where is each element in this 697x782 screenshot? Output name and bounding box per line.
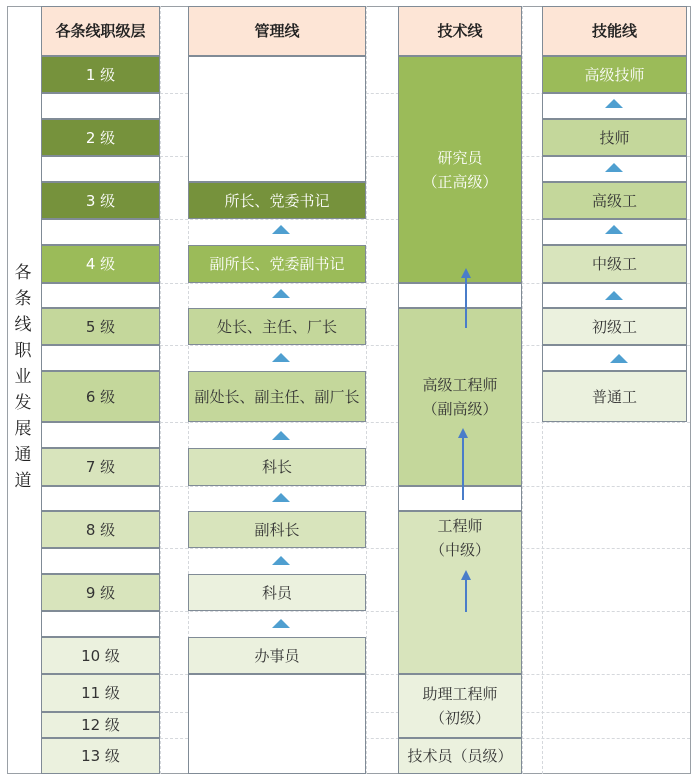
up-triangle-icon xyxy=(605,163,623,172)
level-spacer xyxy=(41,422,160,448)
grid-line xyxy=(522,6,523,774)
management-empty-cell xyxy=(188,56,366,182)
technical-title: 助理工程师 xyxy=(422,685,498,703)
level-spacer xyxy=(41,219,160,245)
sidebar-title-char: 通 xyxy=(14,445,32,465)
level-cell: 6 级 xyxy=(41,371,160,422)
technical-sub: （初级） xyxy=(429,709,490,727)
level-cell: 7 级 xyxy=(41,448,160,486)
up-arrow-icon xyxy=(461,268,471,278)
technical-cell xyxy=(398,738,522,774)
header-technical: 技术线 xyxy=(398,6,522,56)
level-cell: 2 级 xyxy=(41,119,160,156)
skill-cell: 初级工 xyxy=(542,308,687,345)
technical-title: 高级工程师 xyxy=(422,376,498,394)
up-triangle-icon xyxy=(272,353,290,362)
header-skill: 技能线 xyxy=(542,6,687,56)
up-triangle-icon xyxy=(605,291,623,300)
up-triangle-icon xyxy=(272,493,290,502)
level-spacer xyxy=(41,156,160,182)
skill-cell: 高级技师 xyxy=(542,56,687,93)
skill-cell: 普通工 xyxy=(542,371,687,422)
management-cell: 处长、主任、厂长 xyxy=(188,308,366,345)
up-triangle-icon xyxy=(272,619,290,628)
up-triangle-icon xyxy=(272,225,290,234)
technical-cell xyxy=(398,308,522,486)
management-cell: 副所长、党委副书记 xyxy=(188,245,366,283)
up-arrow-icon xyxy=(462,438,464,500)
technical-spacer xyxy=(398,283,522,308)
level-spacer xyxy=(41,486,160,511)
sidebar-title-char: 发 xyxy=(14,393,32,413)
sidebar-title-char: 条 xyxy=(14,289,32,309)
technical-cell xyxy=(398,56,522,283)
technical-title: 技术员（员级） xyxy=(407,747,513,765)
level-cell: 11 级 xyxy=(41,674,160,712)
up-triangle-icon xyxy=(605,225,623,234)
skill-cell: 技师 xyxy=(542,119,687,156)
sidebar-title-char: 各 xyxy=(14,263,32,283)
level-cell: 5 级 xyxy=(41,308,160,345)
level-spacer xyxy=(41,345,160,371)
up-triangle-icon xyxy=(272,431,290,440)
header-level: 各条线职级层 xyxy=(41,6,160,56)
level-spacer xyxy=(41,548,160,574)
sidebar-title-char: 展 xyxy=(14,419,32,439)
level-cell: 13 级 xyxy=(41,738,160,774)
level-spacer xyxy=(41,611,160,637)
level-spacer xyxy=(41,93,160,119)
technical-sub: （正高级） xyxy=(422,172,498,191)
technical-cell xyxy=(398,511,522,674)
sidebar-title xyxy=(10,260,36,494)
up-arrow-icon xyxy=(465,278,467,328)
management-cell: 所长、党委书记 xyxy=(188,182,366,219)
technical-title: 研究员 xyxy=(437,148,483,167)
management-cell: 科长 xyxy=(188,448,366,486)
sidebar-title-char: 职 xyxy=(14,341,32,361)
level-cell: 3 级 xyxy=(41,182,160,219)
technical-spacer xyxy=(398,486,522,511)
level-cell: 4 级 xyxy=(41,245,160,283)
level-cell: 8 级 xyxy=(41,511,160,548)
level-cell: 1 级 xyxy=(41,56,160,93)
header-management: 管理线 xyxy=(188,6,366,56)
up-triangle-icon xyxy=(610,354,628,363)
management-empty-cell xyxy=(188,674,366,774)
level-cell: 12 级 xyxy=(41,712,160,738)
management-cell: 科员 xyxy=(188,574,366,611)
up-triangle-icon xyxy=(272,556,290,565)
management-cell: 副处长、副主任、副厂长 xyxy=(188,371,366,422)
level-cell: 10 级 xyxy=(41,637,160,674)
technical-title: 工程师 xyxy=(437,517,483,535)
technical-sub: （副高级） xyxy=(422,400,498,418)
up-arrow-icon xyxy=(461,570,471,580)
management-cell: 副科长 xyxy=(188,511,366,548)
sidebar-title-char: 业 xyxy=(14,367,32,387)
sidebar-title-char: 道 xyxy=(14,471,32,491)
up-arrow-icon xyxy=(465,580,467,612)
up-triangle-icon xyxy=(272,289,290,298)
skill-cell: 高级工 xyxy=(542,182,687,219)
sidebar-title-char: 线 xyxy=(14,315,32,335)
up-triangle-icon xyxy=(605,99,623,108)
management-cell: 办事员 xyxy=(188,637,366,674)
grid-line xyxy=(160,6,161,774)
technical-sub: （中级） xyxy=(429,541,490,559)
level-spacer xyxy=(41,283,160,308)
grid-line xyxy=(366,6,367,774)
level-cell: 9 级 xyxy=(41,574,160,611)
technical-cell xyxy=(398,674,522,738)
up-arrow-icon xyxy=(458,428,468,438)
skill-cell: 中级工 xyxy=(542,245,687,283)
